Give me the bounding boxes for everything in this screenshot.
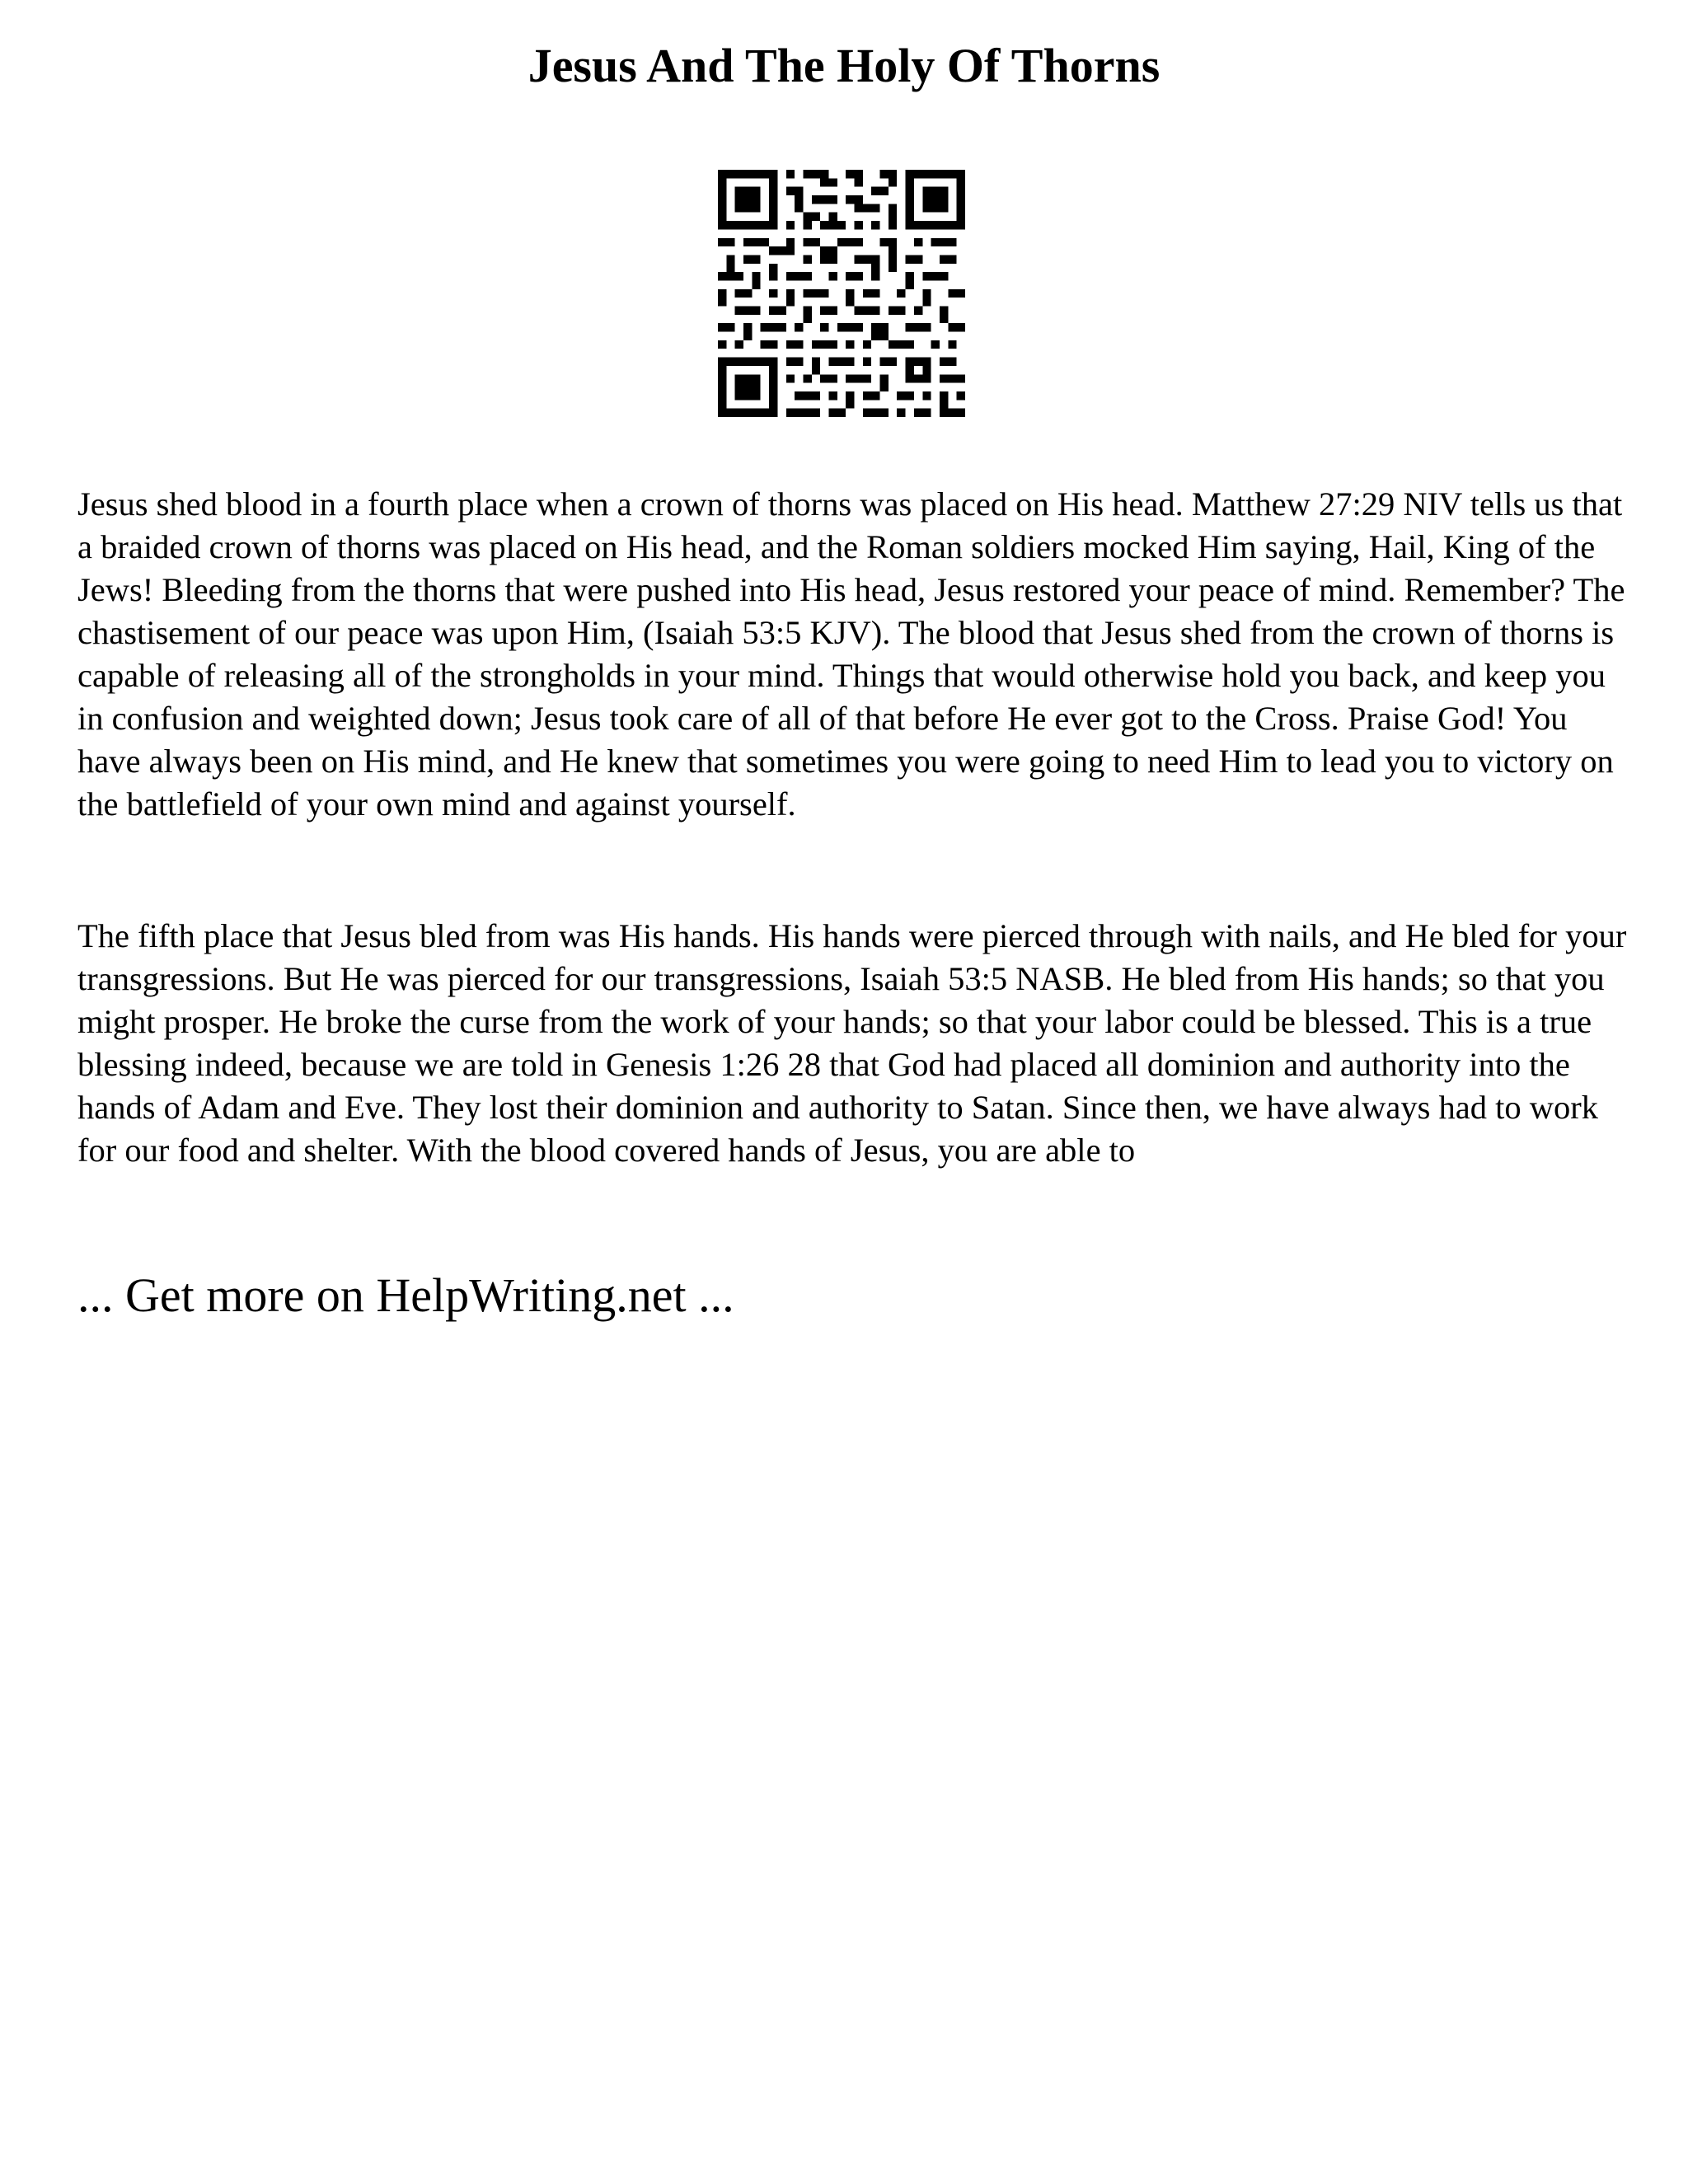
body-paragraph-2: The fifth place that Jesus bled from was His hands. His hands were pierced through with nails, and He bled for your transgressions. But He was pierced for our transgressions, Isaiah 53:5 NASB. He bled from His hands; so that you might prosper. He broke the curse from the work of your hands; so that your labor could be blessed. This is a true blessing indeed, because we are told in Genesis 1:26 28 that God had placed all dominion and authority into the hands of Adam and Eve. They lost their dominion and authority to Satan. Since then, we have always had to work for our food and shelter. With the blood covered hands of Jesus, you are able to xyxy=(77,917,1627,1169)
body-paragraph-1: Jesus shed blood in a fourth place when a crown of thorns was placed on His head. Matthew 27:29 NIV tells us that a braided crown of thorns was placed on His head, and the Roman soldiers mocked Him saying, Hail, King of the Jews! Bleeding from the thorns that were pushed into His head, Jesus restored your peace of mind. Remember? The chastisement of our peace was upon Him, (Isaiah 53:5 KJV). The blood that Jesus shed from the crown of thorns is capable of releasing all of the strongholds in your mind. Things that would otherwise hold you back, and keep you in confusion and weighted down; Jesus took care of all of that before He ever got to the Cross. Praise God! You have always been on His mind, and He knew that sometimes you were going to need Him to lead you to victory on the battlefield of your own mind and against yourself. xyxy=(77,485,1625,823)
qr-code-icon xyxy=(718,170,965,417)
document-title: Jesus And The Holy Of Thorns xyxy=(528,39,1160,92)
get-more-link[interactable]: ... Get more on HelpWriting.net ... xyxy=(77,1268,734,1322)
